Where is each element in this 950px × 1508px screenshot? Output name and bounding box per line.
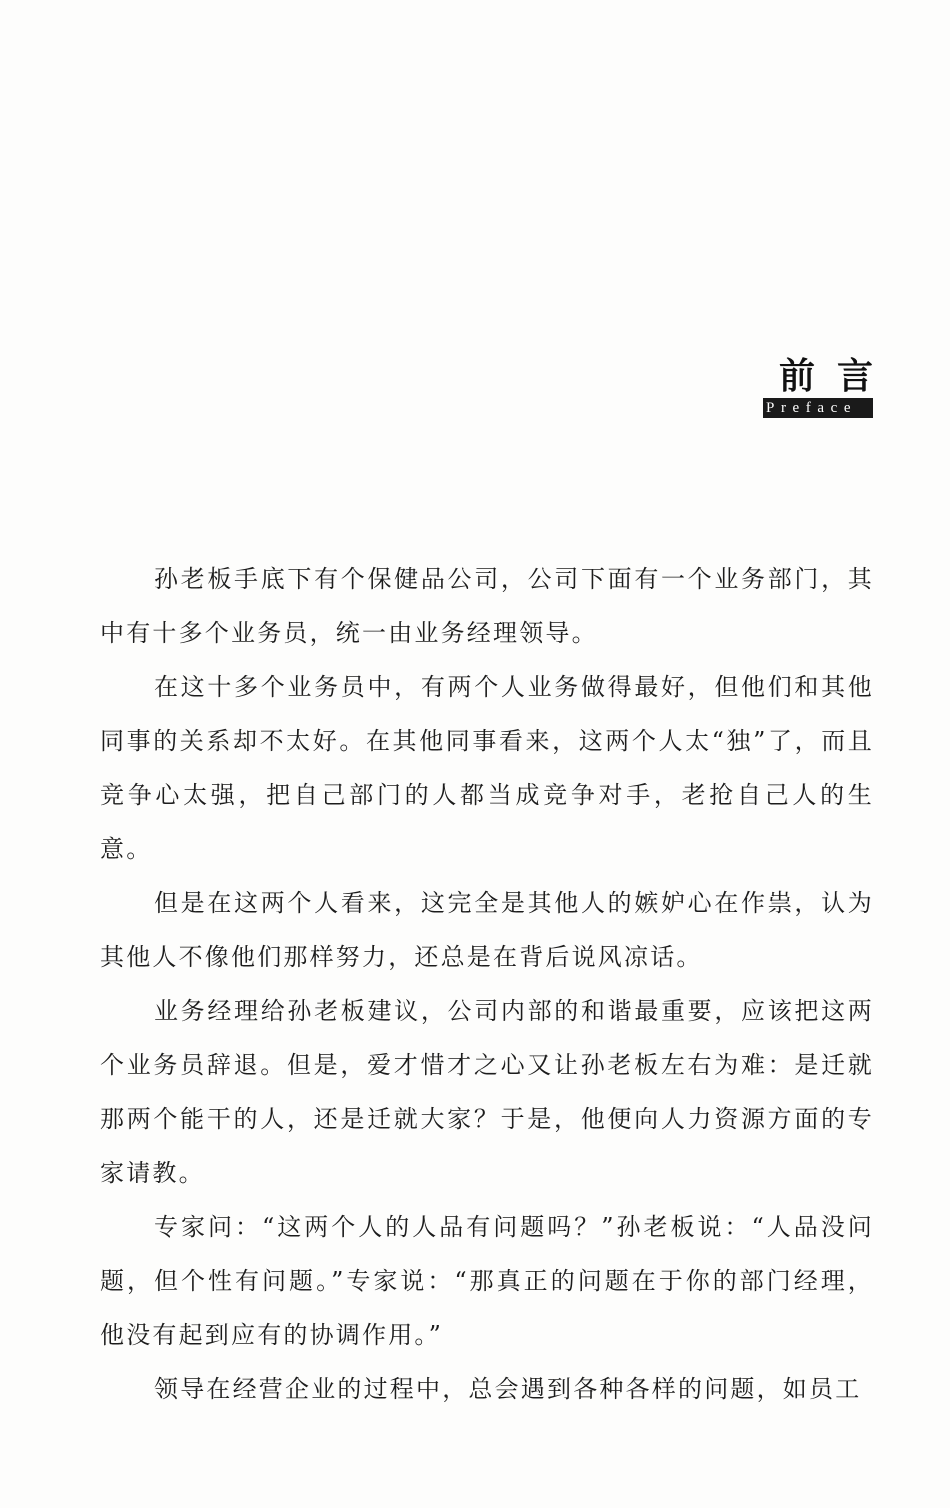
paragraph: 专家问：“这两个人的人品有问题吗？”孙老板说：“人品没问题，但个性有问题。”专家说：“那真正的问题在于你的部门经理，他没有起到应有的协调作用。” [100,1213,874,1349]
body-text [100,552,874,1416]
paragraph: 在这十多个业务员中，有两个人业务做得最好，但他们和其他同事的关系却不太好。在其他同事看来，这两个人太“独”了，而且竞争心太强，把自己部门的人都当成竞争对手，老抢自己人的生意。 [100,673,874,863]
paragraph: 业务经理给孙老板建议，公司内部的和谐最重要，应该把这两个业务员辞退。但是，爱才惜才之心又让孙老板左右为难：是迁就那两个能干的人，还是迁就大家？于是，他便向人力资源方面的专家请教。 [100,997,874,1187]
chapter-heading [763,355,895,418]
chapter-subtitle: Preface [763,398,873,418]
chapter-title: 前言 [778,355,895,397]
paragraph: 孙老板手底下有个保健品公司，公司下面有一个业务部门，其中有十多个业务员，统一由业务经理领导。 [100,565,874,647]
paragraph: 但是在这两个人看来，这完全是其他人的嫉妒心在作祟，认为其他人不像他们那样努力，还总是在背后说风凉话。 [100,889,874,971]
paragraph: 领导在经营企业的过程中，总会遇到各种各样的问题，如员工 [154,1375,862,1403]
